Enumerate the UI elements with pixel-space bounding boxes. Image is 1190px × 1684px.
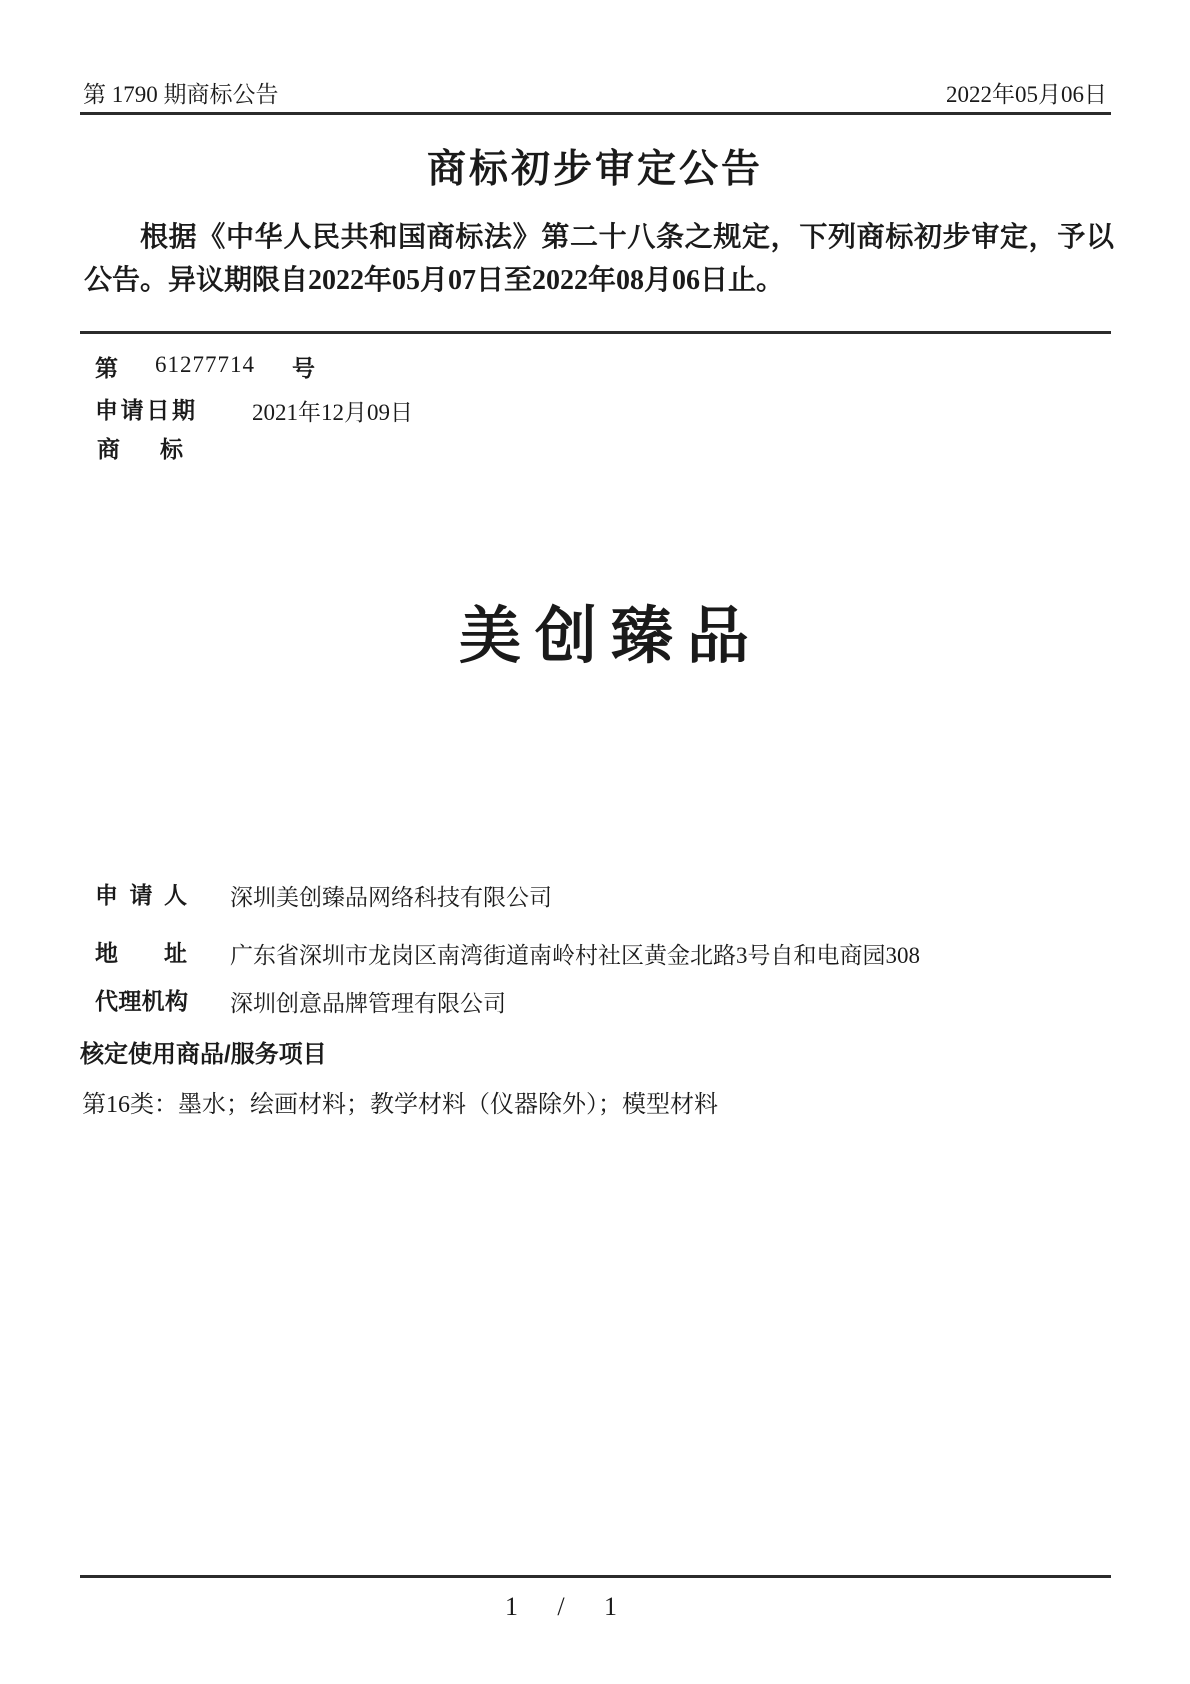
application-number-suffix: 号 bbox=[292, 355, 315, 381]
total-pages: 1 bbox=[603, 1592, 617, 1621]
application-date-value: 2021年12月09日 bbox=[252, 400, 413, 425]
current-page: 1 bbox=[505, 1592, 518, 1621]
application-date-label: 申请日期 bbox=[95, 397, 195, 423]
page-separator: / bbox=[557, 1592, 565, 1621]
application-number-prefix: 第 bbox=[95, 355, 118, 381]
footer-divider bbox=[80, 1575, 1111, 1578]
intro-paragraph: 根据《中华人民共和国商标法》第二十八条之规定，下列商标初步审定，予以公告。异议期限自2022年05月07日至2022年08月06日止。 bbox=[84, 222, 1114, 296]
application-number: 61277714 bbox=[155, 352, 255, 377]
page-number bbox=[505, 1592, 617, 1622]
address-value: 广东省深圳市龙岗区南湾街道南岭村社区黄金北路3号自和电商园308 bbox=[230, 943, 920, 968]
applicant-name: 深圳美创臻品网络科技有限公司 bbox=[230, 885, 552, 910]
agency-label: 代理机构 bbox=[95, 988, 188, 1014]
gazette-issue-number: 第 1790 期商标公告 bbox=[83, 82, 279, 107]
goods-services-list: 第16类：墨水；绘画材料；教学材料（仪器除外）；模型材料 bbox=[82, 1092, 718, 1118]
gazette-date: 2022年05月06日 bbox=[946, 82, 1107, 107]
document-title: 商标初步审定公告 bbox=[426, 148, 763, 191]
address-label: 地址 bbox=[95, 940, 187, 966]
section-divider bbox=[80, 331, 1111, 334]
trademark-name: 美创臻品 bbox=[458, 602, 763, 671]
applicant-label: 申请人 bbox=[95, 882, 187, 908]
agency-name: 深圳创意品牌管理有限公司 bbox=[230, 991, 506, 1016]
header-divider bbox=[80, 112, 1111, 115]
trademark-label: 商标 bbox=[97, 436, 183, 462]
goods-services-header: 核定使用商品/服务项目 bbox=[80, 1041, 327, 1068]
